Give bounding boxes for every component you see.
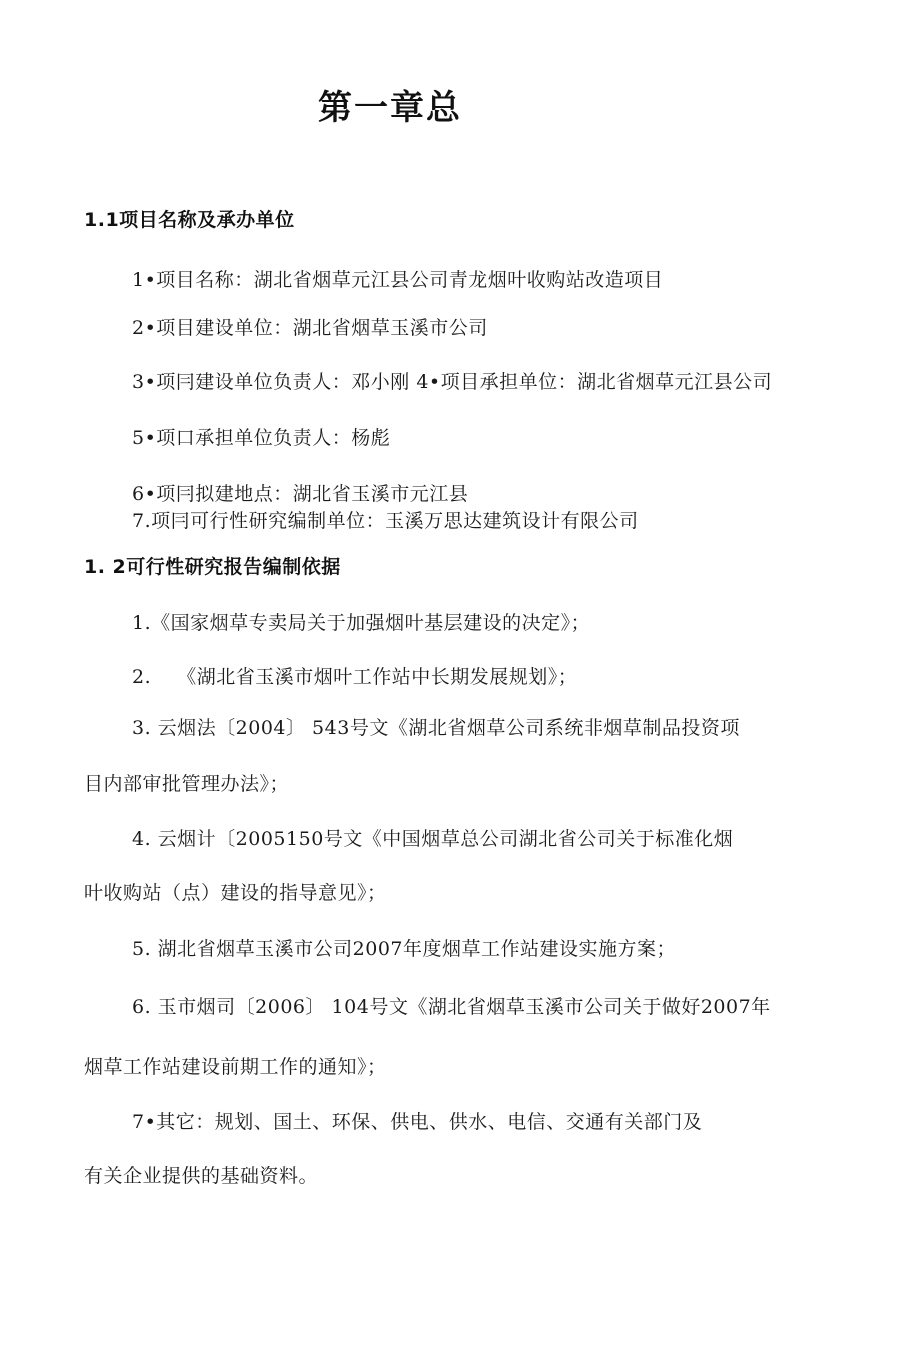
section-2-item-4-cont: 叶收购站（点）建设的指导意见》； bbox=[84, 882, 387, 904]
section-1-item-5: 5•项口承担单位负责人：杨彪 bbox=[132, 427, 391, 449]
chapter-title: 第一章总 bbox=[318, 88, 462, 128]
section-2-item-6-cont: 烟草工作站建设前期工作的通知》； bbox=[84, 1056, 387, 1078]
section-2-item-5: 5. 湖北省烟草玉溪市公司2007年度烟草工作站建设实施方案； bbox=[132, 938, 677, 960]
section-1-item-6: 6•项冃拟建地点：湖北省玉溪市元江县 bbox=[132, 483, 469, 505]
section-2-item-7-cont: 有关企业提供的基础资料。 bbox=[84, 1165, 319, 1187]
section-1-item-1: 1•项目名称：湖北省烟草元江县公司青龙烟叶收购站改造项目 bbox=[132, 269, 664, 291]
section-1-item-2: 2•项目建设单位：湖北省烟草玉溪市公司 bbox=[132, 317, 488, 339]
section-1-item-3-4: 3•项冃建设单位负责人：邓小刚 4•项目承担单位：湖北省烟草元江县公司 bbox=[132, 371, 773, 393]
section-2-item-7: 7•其它：规划、国土、环保、供电、供水、电信、交通有关部门及 bbox=[132, 1111, 703, 1133]
section-1-heading: 1.1项目名称及承办单位 bbox=[84, 209, 295, 231]
section-2-heading: 1. 2可行性研究报告编制依据 bbox=[84, 556, 341, 578]
section-2-item-3-cont: 目内部审批管理办法》； bbox=[84, 773, 290, 795]
section-2-item-1: 1.《国家烟草专卖局关于加强烟叶基层建设的决定》； bbox=[132, 612, 591, 634]
section-2-item-3: 3. 云烟法〔2004〕 543号文《湖北省烟草公司系统非烟草制品投资项 bbox=[132, 717, 740, 739]
section-2-item-2: 2. 《湖北省玉溪市烟叶工作站中长期发展规划》； bbox=[132, 666, 578, 688]
section-2-item-4: 4. 云烟计〔2005150号文《中国烟草总公司湖北省公司关于标准化烟 bbox=[132, 828, 734, 850]
section-1-item-7: 7.项冃可行性研究编制单位：玉溪万思达建筑设计有限公司 bbox=[132, 510, 639, 532]
section-2-item-6: 6. 玉市烟司〔2006〕 104号文《湖北省烟草玉溪市公司关于做好2007年 bbox=[132, 996, 771, 1018]
